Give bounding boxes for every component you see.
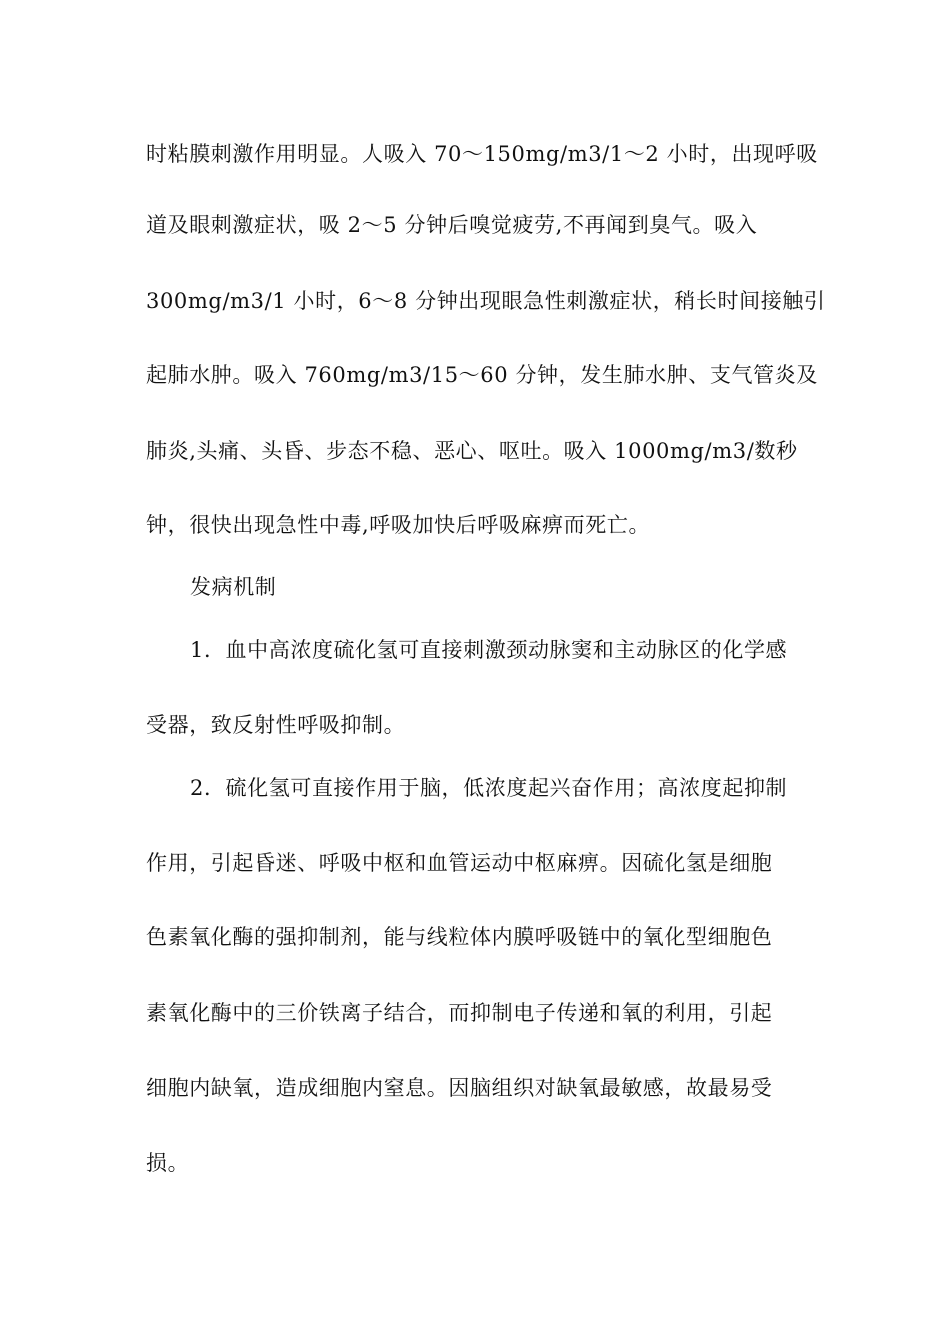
paragraph-2-line-3: 色素氧化酶的强抑制剂，能与线粒体内膜呼吸链中的氧化型细胞色 (146, 925, 773, 949)
text-line-2: 道及眼刺激症状，吸 2～5 分钟后嗅觉疲劳,不再闻到臭气。吸入 (146, 213, 758, 237)
paragraph-1-line-2: 受器，致反射性呼吸抑制。 (146, 713, 406, 737)
paragraph-2-line-6: 损。 (146, 1151, 190, 1175)
paragraph-2-line-2: 作用，引起昏迷、呼吸中枢和血管运动中枢麻痹。因硫化氢是细胞 (146, 851, 773, 875)
text-line-5: 肺炎,头痛、头昏、步态不稳、恶心、呕吐。吸入 1000mg/m3/数秒 (146, 439, 798, 463)
text-line-3: 300mg/m3/1 小时，6～8 分钟出现眼急性刺激症状，稍长时间接触引 (146, 289, 826, 313)
paragraph-2-line-4: 素氧化酶中的三价铁离子结合，而抑制电子传递和氧的利用，引起 (146, 1001, 773, 1025)
text-line-1: 时粘膜刺激作用明显。人吸入 70～150mg/m3/1～2 小时，出现呼吸 (146, 142, 818, 166)
section-heading-pathogenesis: 发病机制 (190, 575, 277, 599)
text-line-6: 钟，很快出现急性中毒,呼吸加快后呼吸麻痹而死亡。 (146, 513, 651, 537)
paragraph-2-line-5: 细胞内缺氧，造成细胞内窒息。因脑组织对缺氧最敏感，故最易受 (146, 1076, 773, 1100)
text-line-4: 起肺水肿。吸入 760mg/m3/15～60 分钟，发生肺水肿、支气管炎及 (146, 363, 818, 387)
paragraph-1-line-1: 1．血中高浓度硫化氢可直接刺激颈动脉窦和主动脉区的化学感 (190, 638, 788, 662)
paragraph-2-line-1: 2．硫化氢可直接作用于脑，低浓度起兴奋作用；高浓度起抑制 (190, 776, 788, 800)
